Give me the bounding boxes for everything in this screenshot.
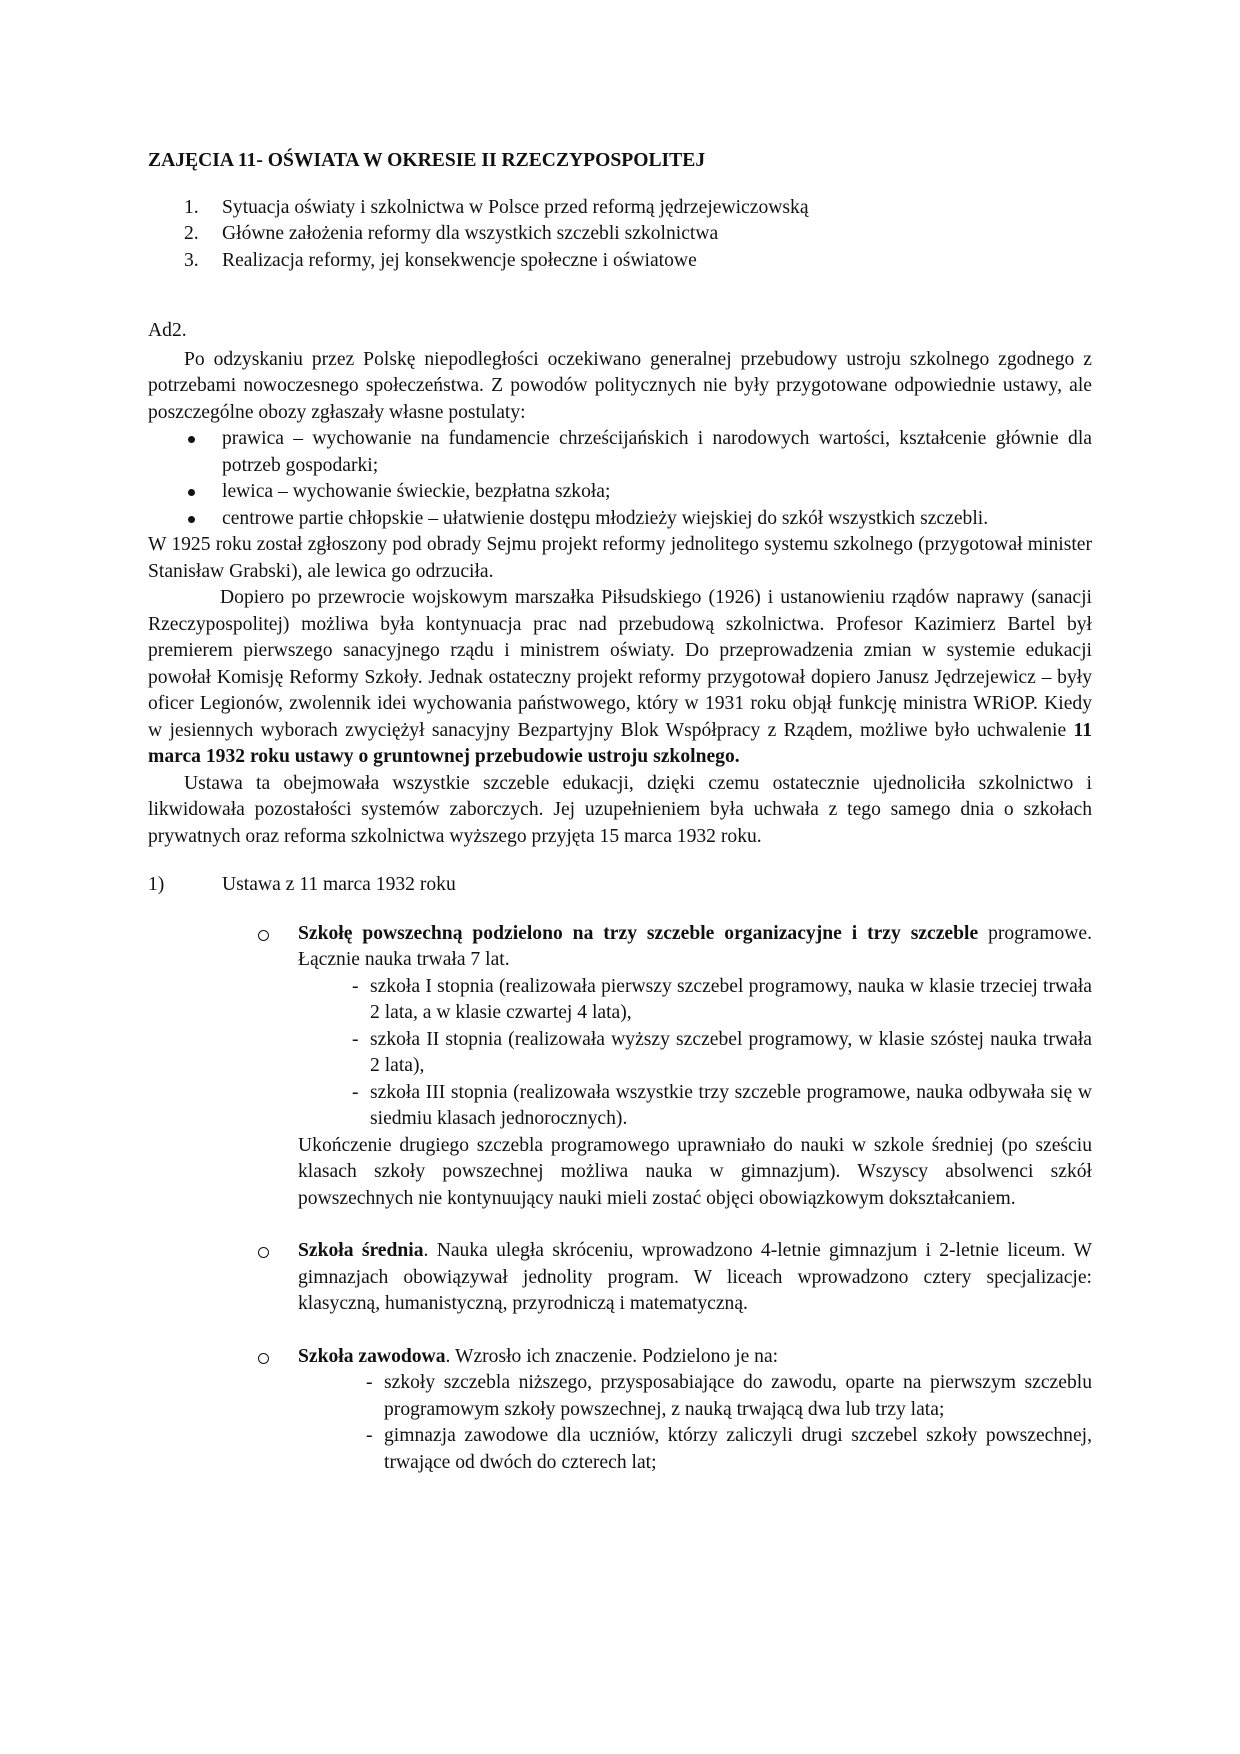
item-text: szkoły szczebla niższego, przysposabiające do zawodu, oparte na pierwszym szczeblu programowym szkoły powszechnej, z nauką trwającą dwa lub trzy lata; xyxy=(384,1372,1092,1420)
item-text xyxy=(298,1238,1092,1318)
paragraph-ustawa: Ustawa ta obejmowała wszystkie szczeble edukacji, dzięki czemu ostatecznie ujednoliciła szkolnictwo i likwidowała pozostałości systemów zaborczych. Jej uzupełnieniem była uchwała z tego samego dnia o szkołach prywatnych oraz reforma szkolnictwa wyższego przyjęta 15 marca 1932 roku. xyxy=(148,772,1092,847)
list-item xyxy=(148,479,1092,506)
dash-icon: - xyxy=(352,975,359,997)
sublist xyxy=(298,1370,1092,1476)
item-text: Główne założenia reformy dla wszystkich szczebli szkolnictwa xyxy=(222,223,719,244)
item-text xyxy=(298,1344,1092,1371)
item-text: szkoła II stopnia (realizowała wyższy szczebel programowy, w klasie szóstej nauka trwała 2 lata), xyxy=(370,1028,1092,1076)
circle-bullet-icon xyxy=(258,1247,269,1258)
dash-icon: - xyxy=(366,1425,373,1446)
list-item xyxy=(352,1027,1092,1080)
bullet-icon xyxy=(188,489,195,496)
item-text: Ukończenie drugiego szczebla programowego uprawniało do nauki w szkole średniej (po sześciu klasach szkoły powszechnej możliwa nauka w gimnazjum). Wszyscy absolwenci szkół powszechnych nie kontynuujący nauki mieli zostać objęci obowiązkowym dokształcaniem. xyxy=(298,1134,1092,1209)
paragraph-text: programowe. Łącznie nauka trwała 7 lat. xyxy=(298,922,1092,970)
list-item-srednia xyxy=(148,1238,1092,1318)
item-text: szkoła III stopnia (realizowała wszystkie trzy szczeble programowe, nauka odbywała się w siedmiu klasach jednorocznych). xyxy=(370,1081,1092,1129)
dash-icon: - xyxy=(352,1028,359,1050)
list-item-powszechna xyxy=(148,921,1092,1213)
item-text: centrowe partie chłopskie – ułatwienie dostępu młodzieży wiejskiej do szkół wszystkich szczebli. xyxy=(222,507,989,529)
paragraph-text: . Nauka uległa skróceniu, wprowadzono 4-letnie gimnazjum i 2-letnie liceum. W gimnazjach obowiązywał jednolity program. W liceach wprowadzono cztery specjalizacje: klasyczną, humanistyczną, przyrodniczą i matematyczną. xyxy=(298,1240,1092,1314)
bold-text: Szkołę powszechną podzielono na trzy szczeble organizacyjne i trzy szczeble xyxy=(298,922,979,944)
item-text: szkoła I stopnia (realizowała pierwszy szczebel programowy, nauka w klasie trzeciej trwała 2 lata, a w klasie czwartej 4 lata), xyxy=(370,975,1092,1023)
intro-paragraph: Po odzyskaniu przez Polskę niepodległości oczekiwano generalnej przebudowy ustroju szkolnego zgodnego z potrzebami nowoczesnego społeczeństwa. Z powodów politycznych nie były przygotowane odpowiednie ustawy, ale poszczególne obozy zgłaszały własne postulaty: xyxy=(148,348,1092,423)
item-text: Sytuacja oświaty i szkolnictwa w Polsce przed reformą jędrzejewiczowską xyxy=(222,196,809,218)
bold-text: Szkoła zawodowa xyxy=(298,1345,446,1367)
list-item xyxy=(366,1423,1092,1476)
section-number: 1) xyxy=(148,874,165,895)
item-text: gimnazja zawodowe dla uczniów, którzy zaliczyli drugi szczebel szkoły powszechnej, trwające od dwóch do czterech lat; xyxy=(384,1425,1092,1473)
bold-text: 11 marca 1932 roku ustawy o gruntownej przebudowie ustroju szkolnego. xyxy=(148,719,1092,767)
sublist xyxy=(298,974,1092,1133)
topic-list xyxy=(148,195,1092,275)
ad-label: Ad2. xyxy=(148,320,187,341)
paragraph-1925: W 1925 roku został zgłoszony pod obrady Sejmu projekt reformy jednolitego systemu szkolnego (przygotował minister Stanisław Grabski), ale lewica go odrzuciła. xyxy=(148,534,1092,582)
item-text: lewica – wychowanie świeckie, bezpłatna szkoła; xyxy=(222,481,611,502)
list-item xyxy=(352,974,1092,1027)
circle-bullet-icon xyxy=(258,930,269,941)
bullet-icon xyxy=(188,436,195,443)
paragraph-text: . Wzrosło ich znaczenie. Podzielono je na: xyxy=(445,1345,779,1367)
list-item xyxy=(148,195,1092,222)
item-number: 2. xyxy=(184,223,199,244)
bullet-icon xyxy=(188,516,195,523)
item-number: 3. xyxy=(184,249,199,271)
list-item xyxy=(148,248,1092,275)
list-item xyxy=(366,1370,1092,1423)
item-number: 1. xyxy=(184,196,199,218)
postulate-list xyxy=(148,426,1092,532)
bold-text: Szkoła średnia xyxy=(298,1240,424,1261)
paragraph-text: Dopiero po przewrocie wojskowym marszałka Piłsudskiego (1926) i ustanowieniu rządów naprawy (sanacji Rzeczypospolitej) możliwa była kontynuacja prac nad przebudową szkolnictwa. Profesor Kazimierz Bartel był premierem pierwszego sanacyjnego rządu i ministrem oświaty. Do przeprowadzenia zmian w systemie edukacji powołał Komisję Reformy Szkoły. Jednak ostateczny projekt reformy przygotował dopiero Janusz Jędrzejewicz – były oficer Legionów, zwolennik idei wychowania państwowego, który w 1931 roku objął funkcję ministra WRiOP. Kiedy w jesiennych wyborach zwyciężył sanacyjny Bezpartyjny Blok Współpracy z Rządem, możliwe było uchwalenie xyxy=(148,587,1092,741)
document-body xyxy=(148,148,1092,1502)
dash-icon: - xyxy=(366,1372,373,1393)
list-item xyxy=(148,221,1092,248)
school-type-list xyxy=(148,921,1092,1477)
item-text: Realizacja reformy, jej konsekwencje społeczne i oświatowe xyxy=(222,249,697,271)
section-heading xyxy=(148,872,1092,899)
paragraph-1926 xyxy=(148,585,1092,771)
document-title: ZAJĘCIA 11- OŚWIATA W OKRESIE II RZECZYPOSPOLITEJ xyxy=(148,150,706,171)
list-item xyxy=(148,506,1092,533)
dash-icon: - xyxy=(352,1081,359,1103)
list-item xyxy=(352,1080,1092,1133)
section-title: Ustawa z 11 marca 1932 roku xyxy=(222,874,456,895)
list-item-zawodowa xyxy=(148,1344,1092,1477)
item-text xyxy=(298,921,1092,974)
circle-bullet-icon xyxy=(258,1353,269,1364)
item-text: prawica – wychowanie na fundamencie chrześcijańskich i narodowych wartości, kształcenie głównie dla potrzeb gospodarki; xyxy=(222,428,1092,476)
list-item xyxy=(148,426,1092,479)
